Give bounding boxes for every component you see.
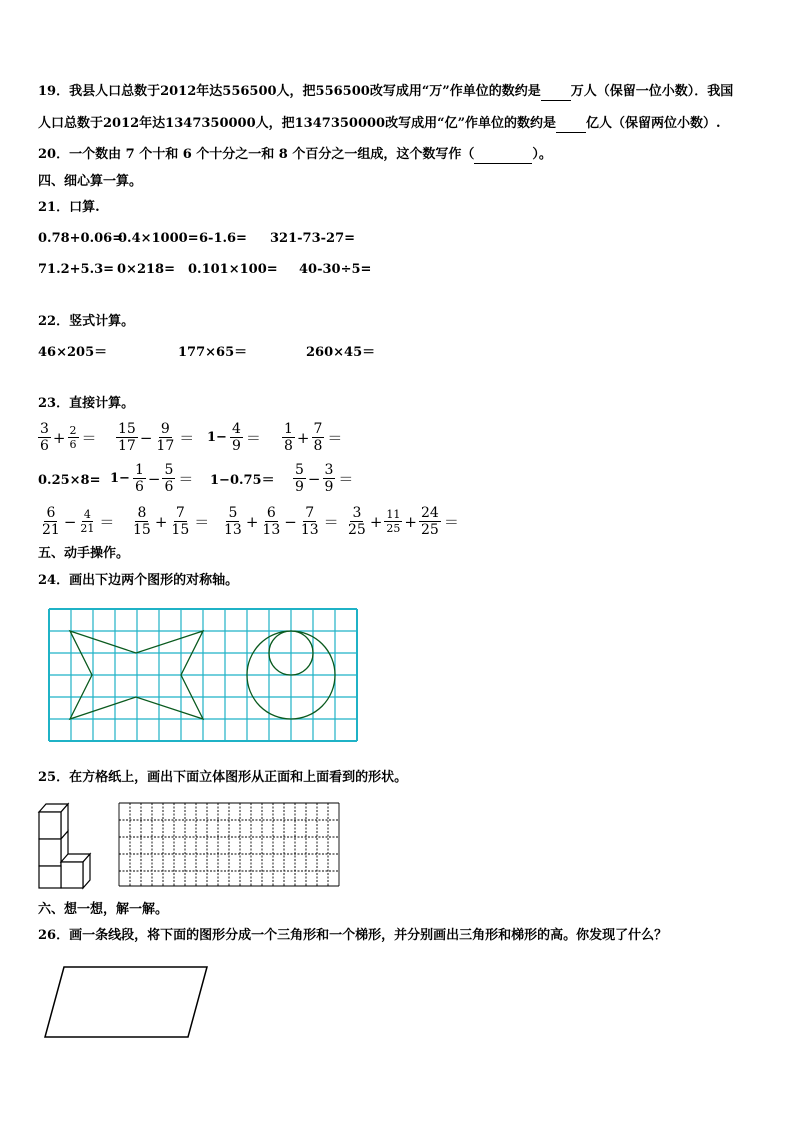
q25-title: 25．在方格纸上，画出下面立体图形从正面和上面看到的形状。 [38,770,408,785]
q23-r2-d: $\frac{5}{9}$ − $\frac{3}{9}$ ＝ [295,462,354,495]
q19-line1 [38,84,733,101]
cube-front-face [39,866,61,888]
q24-title: 24．画出下边两个图形的对称轴。 [38,573,239,588]
q20-text-a: 20．一个数由 7 个十和 6 个十分之一和 8 个百分之一组成，这个数写作（ [38,147,475,162]
q23-r2-c: 1−0.75＝ [210,473,275,488]
fraction: $\frac{4}{9}$ [231,421,241,454]
q21-r1-3: 6-1.6= [199,231,247,246]
fraction: $\frac{1}{8}$ [284,421,293,454]
q21-r1-1: 0.78+0.06= [38,231,124,246]
q21-r2-2: 0×218= [117,262,175,277]
cube-front-face [39,839,61,866]
fraction: $\frac{3}{6}$ [40,421,49,454]
q20 [38,147,552,164]
q19-text-b: 万人（保留一位小数）．我国 [570,84,734,99]
fraction: $\frac{24}{25}$ [420,505,439,538]
q21-r2-3: 0.101×100= [188,262,278,277]
q21-title: 21．口算. [38,200,100,215]
parallelogram-shape [45,967,207,1037]
q22-item-3: 260×45＝ [306,345,376,360]
q25-grid-paper[interactable] [118,802,342,890]
q19-blank-1[interactable] [541,84,571,101]
q26-title: 26．画一条线段，将下面的图形分成一个三角形和一个梯形，并分别画出三角形和梯形的高。你发现了什么？ [38,928,668,943]
q25-grid-lines [119,803,339,886]
q19-line2 [38,116,721,133]
fraction: $\frac{3}{9}$ [324,462,334,495]
q19-text-d: 亿人（保留两位小数）. [586,116,721,131]
fraction: $\frac{1}{6}$ [134,462,144,495]
q23-r1-b: $\frac{15}{17}$ − $\frac{9}{17}$ ＝ [118,421,195,454]
q19-blank-2[interactable] [556,116,586,133]
fraction: $\frac{7}{8}$ [313,421,323,454]
q23-title: 23．直接计算。 [38,396,135,411]
q22-title: 22．竖式计算。 [38,314,135,329]
fraction: $\frac{5}{6}$ [164,462,174,495]
q23-r1-a: $\frac{3}{6}$ + $\frac{2}{6}$ ＝ [40,421,97,454]
q25-cubes-figure [36,800,96,892]
q23-r2-a: 0.25×8= [38,473,101,488]
q21-r2-1: 71.2+5.3= [38,262,115,277]
q23-r3-c: $\frac{5}{13}$ + $\frac{6}{13}$ − $\frac{7}{13}$ ＝ [224,505,339,538]
section-5-heading: 五、动手操作。 [38,546,130,561]
cube-front-face [39,812,61,839]
fraction: $\frac{7}{15}$ [171,505,190,538]
q21-r1-2: 0.4×1000= [118,231,199,246]
fraction: $\frac{5}{13}$ [224,505,242,538]
q23-r3-d: $\frac{3}{25}$ + $\frac{11}{25}$ + $\frac{24}{25}$ ＝ [348,505,459,538]
fraction: $\frac{7}{13}$ [300,505,319,538]
q19-text-c: 人口总数于2012年达1347350000人，把1347350000改写成用“亿”作单位的数约是 [38,116,557,131]
q21-r2-4: 40-30÷5= [299,262,372,277]
q23-r3-a: $\frac{6}{21}$ − $\frac{4}{21}$ ＝ [42,505,115,538]
q22-item-2: 177×65＝ [178,345,248,360]
fraction: $\frac{2}{6}$ [69,424,77,451]
q24-grid-figure[interactable] [48,608,362,746]
fraction: $\frac{9}{17}$ [156,421,175,454]
fraction: $\frac{6}{21}$ [42,505,60,538]
fraction: $\frac{4}{21}$ [80,508,95,535]
section-6-heading: 六、想一想，解一解。 [38,902,169,917]
q22-item-1: 46×205＝ [38,345,108,360]
q24-grid-lines [49,609,357,741]
q23-r1-c: 1− $\frac{4}{9}$ ＝ [207,421,261,454]
fraction: $\frac{3}{25}$ [348,505,366,538]
q26-parallelogram-figure[interactable] [40,962,212,1042]
q23-r3-b: $\frac{8}{15}$ + $\frac{7}{15}$ ＝ [133,505,210,538]
cube-stack [39,804,90,888]
q23-r2-b: 1− $\frac{1}{6}$ − $\frac{5}{6}$ ＝ [110,462,194,495]
cube-front-face [61,862,83,888]
q21-r1-4: 321-73-27= [270,231,356,246]
q20-blank[interactable] [474,147,532,164]
fraction: $\frac{8}{15}$ [133,505,151,538]
section-4-heading: 四、细心算一算。 [38,174,143,189]
fraction: $\frac{6}{13}$ [262,505,281,538]
fraction: $\frac{11}{25}$ [386,508,401,535]
fraction: $\frac{15}{17}$ [118,421,136,454]
q23-r1-d: $\frac{1}{8}$ + $\frac{7}{8}$ ＝ [284,421,343,454]
fraction: $\frac{5}{9}$ [295,462,304,495]
q19-text-a: 19．我县人口总数于2012年达556500人，把556500改写成用“万”作单位的数约是 [38,84,541,99]
q20-text-b: ）。 [532,147,552,162]
